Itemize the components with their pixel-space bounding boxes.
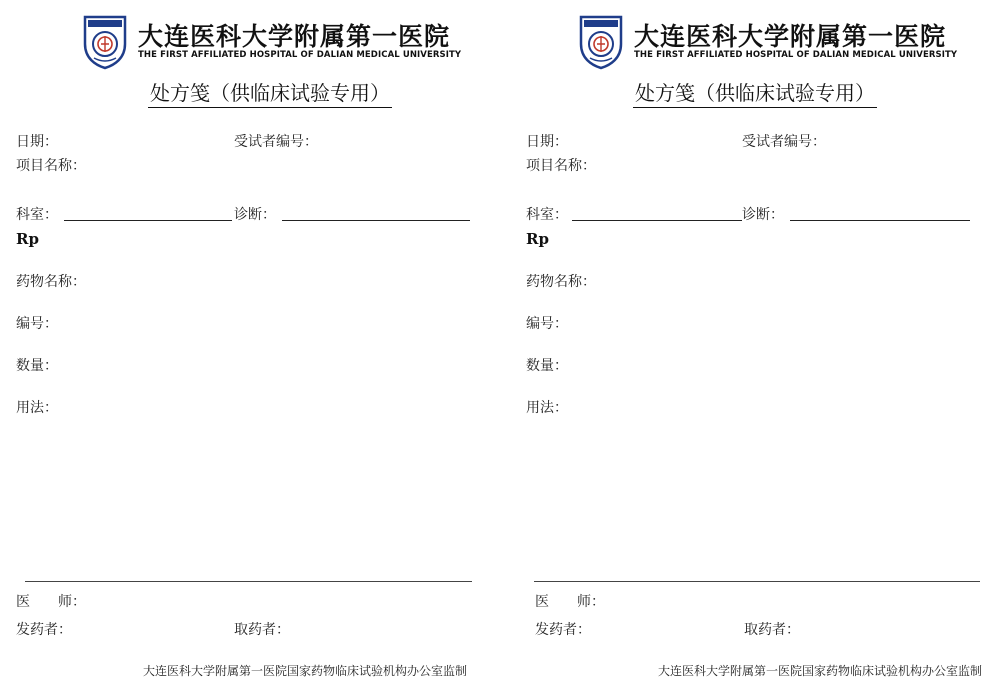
diagnosis-label: 诊断： bbox=[742, 207, 784, 223]
prescription-form-left bbox=[0, 0, 500, 678]
hospital-name-en: THE FIRST AFFILIATED HOSPITAL OF DALIAN MEDICAL UNIVERSITY bbox=[138, 50, 462, 60]
prescription-form-right bbox=[508, 0, 1000, 678]
signature-divider bbox=[25, 581, 472, 582]
footer-text: 大连医科大学附属第一医院国家药物临床试验机构办公室监制 bbox=[143, 664, 468, 678]
dispenser-label: 发药者： bbox=[535, 622, 591, 638]
dispenser-label: 发药者： bbox=[16, 622, 72, 638]
department-field-line[interactable] bbox=[64, 220, 232, 221]
department-field-line[interactable] bbox=[572, 220, 742, 221]
subject-number-label: 受试者编号： bbox=[742, 134, 826, 150]
department-label: 科室： bbox=[526, 207, 568, 223]
subject-number-label: 受试者编号： bbox=[234, 134, 318, 150]
hospital-name-en: THE FIRST AFFILIATED HOSPITAL OF DALIAN MEDICAL UNIVERSITY bbox=[634, 50, 958, 60]
drug-name-label: 药物名称： bbox=[526, 274, 596, 290]
usage-label: 用法： bbox=[16, 400, 58, 416]
date-label: 日期： bbox=[16, 134, 58, 150]
diagnosis-field-line[interactable] bbox=[282, 220, 470, 221]
rp-label: Rp bbox=[526, 230, 549, 248]
project-name-label: 项目名称： bbox=[16, 158, 86, 174]
form-title: 处方笺（供临床试验专用） bbox=[633, 77, 877, 108]
receiver-label: 取药者： bbox=[234, 622, 290, 638]
drug-name-label: 药物名称： bbox=[16, 274, 86, 290]
form-title: 处方笺（供临床试验专用） bbox=[148, 77, 392, 108]
quantity-label: 数量： bbox=[526, 358, 568, 374]
diagnosis-label: 诊断： bbox=[234, 207, 276, 223]
hospital-name-cn: 大连医科大学附属第一医院 bbox=[634, 22, 947, 51]
hospital-emblem-icon bbox=[82, 14, 128, 70]
diagnosis-field-line[interactable] bbox=[790, 220, 970, 221]
drug-number-label: 编号： bbox=[16, 316, 58, 332]
doctor-label: 医 师： bbox=[535, 594, 605, 610]
usage-label: 用法： bbox=[526, 400, 568, 416]
signature-divider bbox=[534, 581, 980, 582]
drug-number-label: 编号： bbox=[526, 316, 568, 332]
department-label: 科室： bbox=[16, 207, 58, 223]
rp-label: Rp bbox=[16, 230, 39, 248]
quantity-label: 数量： bbox=[16, 358, 58, 374]
hospital-emblem-icon bbox=[578, 14, 624, 70]
hospital-name-cn: 大连医科大学附属第一医院 bbox=[138, 22, 451, 51]
date-label: 日期： bbox=[526, 134, 568, 150]
doctor-label: 医 师： bbox=[16, 594, 86, 610]
footer-text: 大连医科大学附属第一医院国家药物临床试验机构办公室监制 bbox=[658, 664, 983, 678]
receiver-label: 取药者： bbox=[744, 622, 800, 638]
project-name-label: 项目名称： bbox=[526, 158, 596, 174]
